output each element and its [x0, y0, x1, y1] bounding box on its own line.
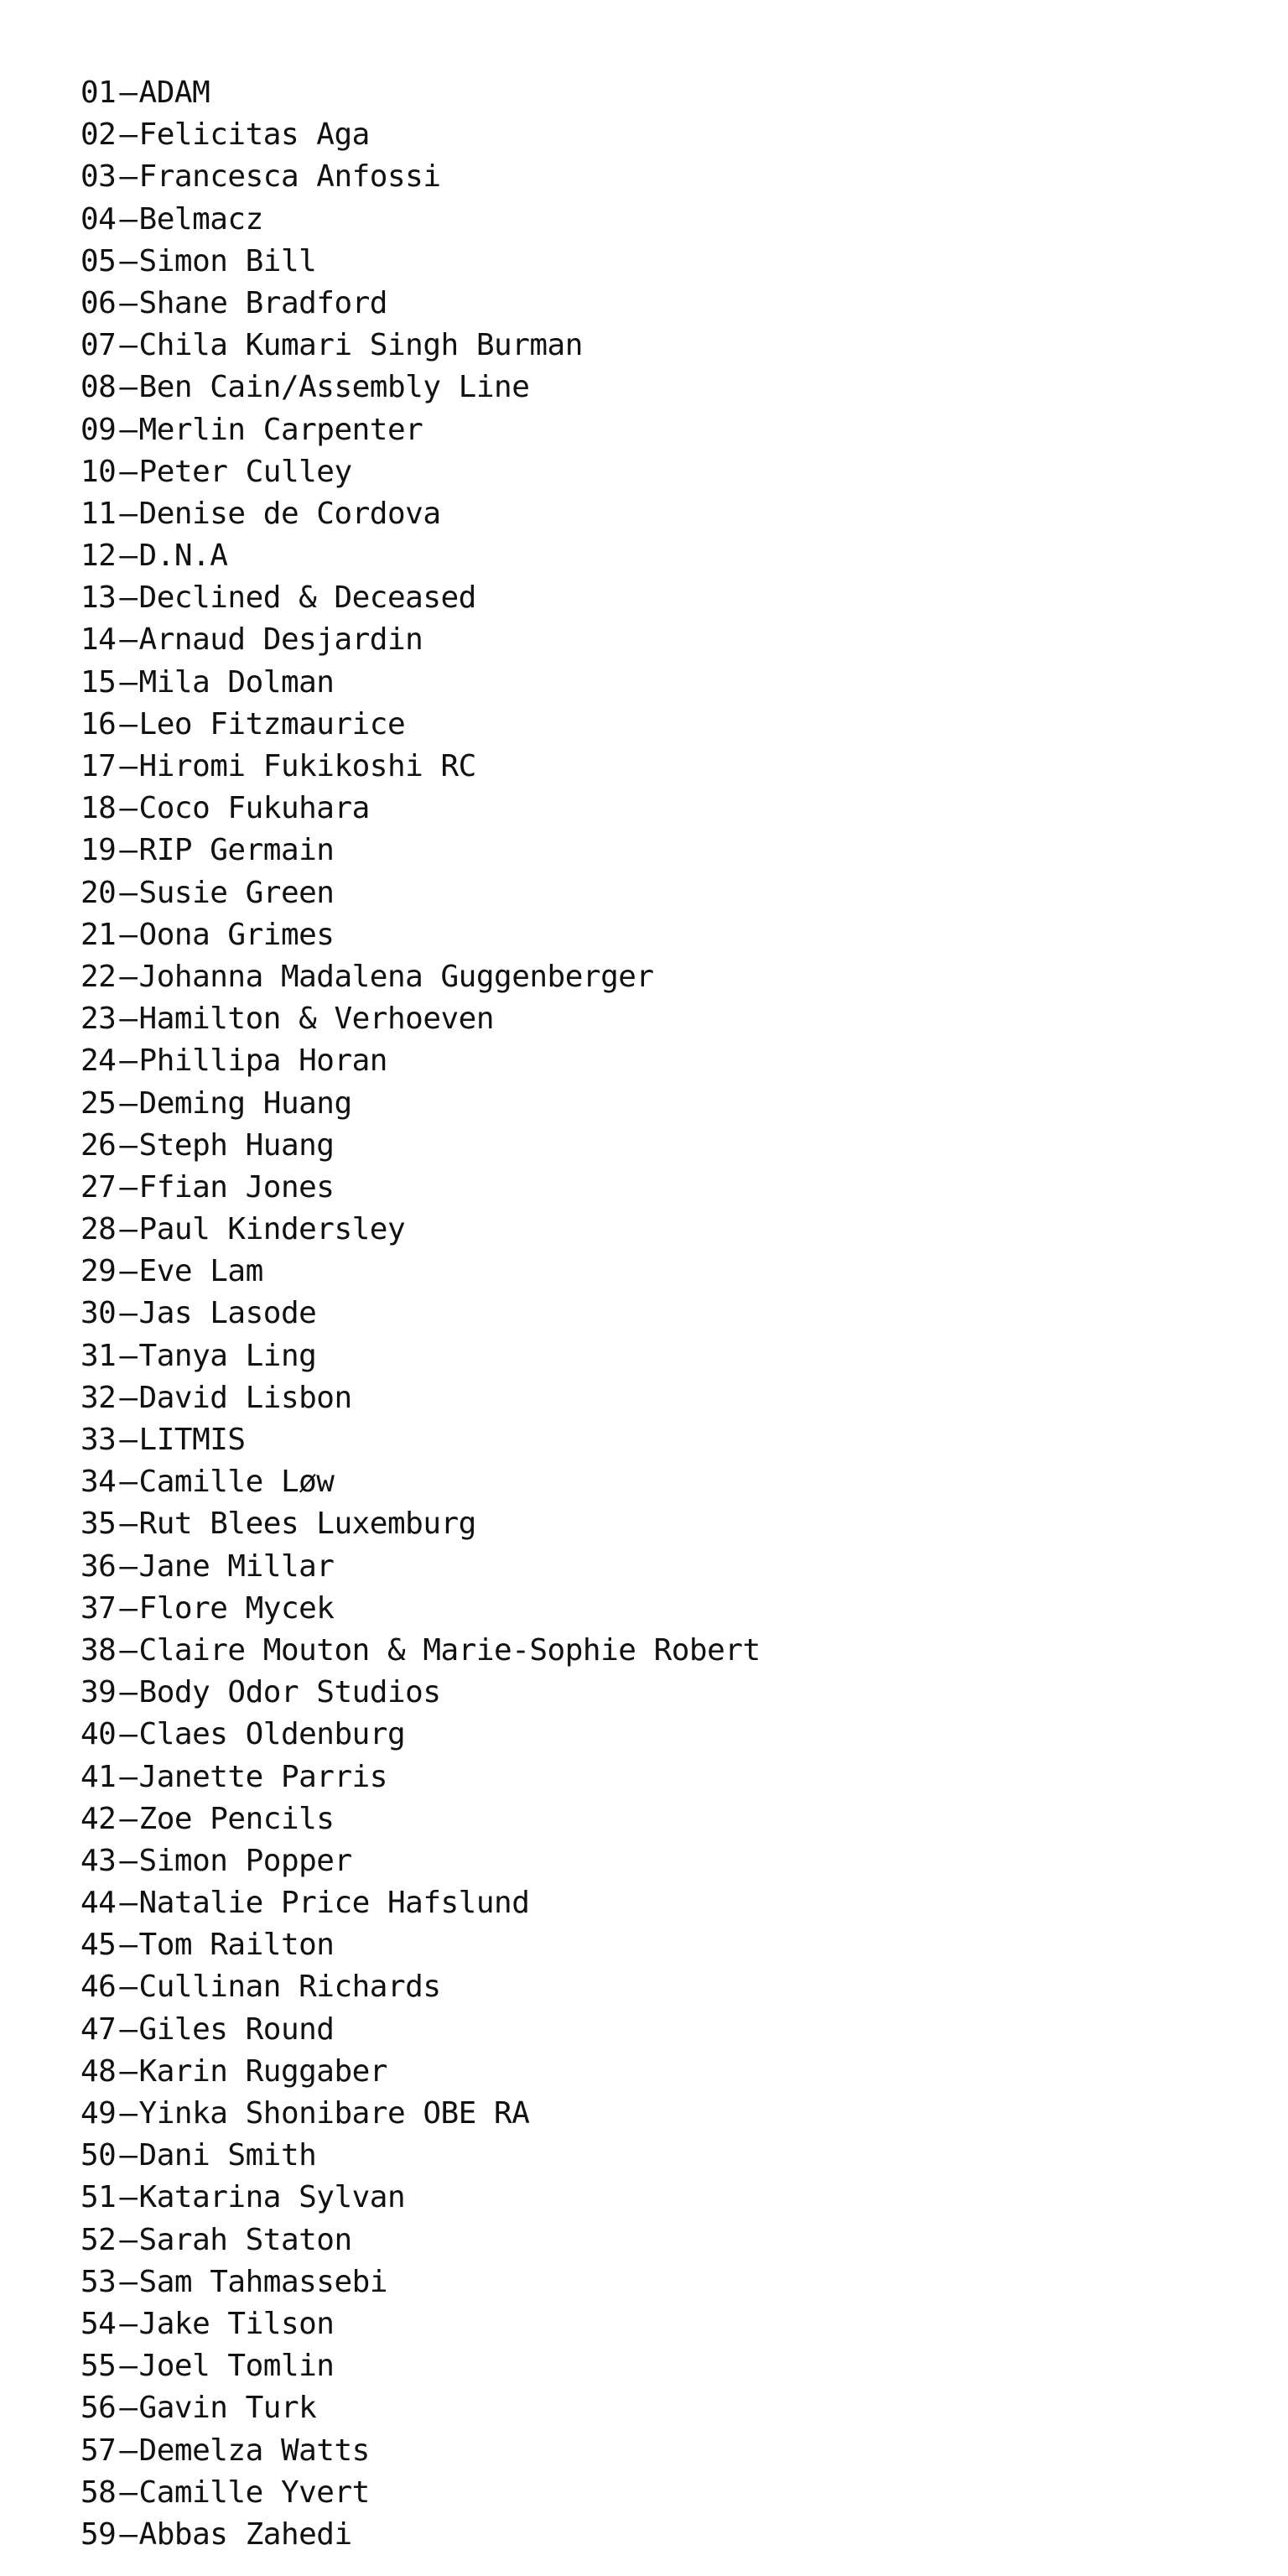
em-dash-separator: — [119, 2138, 138, 2173]
artist-name: Rut Blees Luxemburg [138, 1507, 476, 1542]
artist-number: 12 [80, 539, 117, 574]
artist-list-item [80, 1924, 761, 1966]
artist-list-item [80, 1588, 761, 1630]
artist-number: 56 [80, 2391, 117, 2426]
artist-name: Declined & Deceased [138, 580, 476, 616]
artist-list-item [80, 1840, 761, 1882]
artist-number: 11 [80, 496, 117, 531]
artist-list-item [80, 2220, 761, 2261]
artist-list-item [80, 1125, 761, 1167]
artist-name: Karin Ruggaber [138, 2053, 387, 2089]
artist-number: 58 [80, 2475, 117, 2510]
artist-number: 41 [80, 1759, 117, 1794]
artist-number: 34 [80, 1465, 117, 1500]
em-dash-separator: — [119, 959, 138, 994]
artist-name: Sarah Staton [138, 2222, 352, 2257]
artist-number: 53 [80, 2264, 117, 2299]
artist-name: Mila Dolman [138, 664, 335, 700]
artist-name: ADAM [138, 75, 210, 110]
artist-name: Leo Fitzmaurice [138, 706, 406, 742]
artist-number: 50 [80, 2138, 117, 2173]
em-dash-separator: — [119, 1632, 138, 1668]
artist-number: 23 [80, 1002, 117, 1037]
artist-number: 48 [80, 2053, 117, 2089]
artist-number: 37 [80, 1590, 117, 1626]
em-dash-separator: — [119, 2011, 138, 2047]
artist-list-item [80, 2009, 761, 2051]
em-dash-separator: — [119, 1423, 138, 1457]
artist-list-item [80, 2261, 761, 2303]
artist-list [80, 72, 761, 2556]
artist-list-item [80, 2514, 761, 2556]
artist-number: 05 [80, 243, 117, 278]
artist-name: Claes Oldenburg [138, 1717, 406, 1752]
artist-number: 47 [80, 2011, 117, 2047]
em-dash-separator: — [119, 580, 138, 616]
artist-number: 07 [80, 328, 117, 363]
artist-number: 21 [80, 917, 117, 952]
em-dash-separator: — [119, 917, 138, 952]
artist-number: 20 [80, 875, 117, 910]
artist-number: 16 [80, 706, 117, 742]
artist-name: Belmacz [138, 201, 263, 237]
artist-name: Abbas Zahedi [138, 2516, 352, 2552]
artist-list-item [80, 156, 761, 198]
artist-name: Francesca Anfossi [138, 159, 441, 195]
artist-name: Hamilton & Verhoeven [138, 1002, 495, 1037]
em-dash-separator: — [119, 2475, 138, 2510]
artist-number: 10 [80, 454, 117, 489]
artist-list-item [80, 114, 761, 156]
artist-list-item [80, 325, 761, 367]
artist-name: Joel Tomlin [138, 2349, 335, 2384]
artist-list-item [80, 1546, 761, 1588]
em-dash-separator: — [119, 1127, 138, 1163]
em-dash-separator: — [119, 1928, 138, 1963]
artist-list-item [80, 72, 761, 114]
em-dash-separator: — [119, 2096, 138, 2131]
artist-list-item [80, 577, 761, 619]
artist-list-item [80, 1335, 761, 1377]
em-dash-separator: — [119, 1380, 138, 1415]
artist-number: 46 [80, 1970, 117, 2005]
artist-name: Katarina Sylvan [138, 2180, 406, 2215]
artist-name: Jake Tilson [138, 2306, 335, 2341]
artist-name: Jane Millar [138, 1548, 335, 1584]
artist-name: LITMIS [138, 1423, 246, 1457]
artist-list-item [80, 493, 761, 535]
artist-list-item [80, 1461, 761, 1503]
artist-number: 22 [80, 959, 117, 994]
artist-list-item [80, 1966, 761, 2008]
em-dash-separator: — [119, 875, 138, 910]
artist-list-item [80, 830, 761, 872]
em-dash-separator: — [119, 1717, 138, 1752]
artist-list-item [80, 2093, 761, 2135]
artist-number: 36 [80, 1548, 117, 1584]
artist-list-item [80, 2177, 761, 2219]
em-dash-separator: — [119, 1085, 138, 1121]
em-dash-separator: — [119, 1548, 138, 1584]
em-dash-separator: — [119, 2349, 138, 2384]
artist-name: Jas Lasode [138, 1296, 317, 1331]
artist-list-item [80, 2472, 761, 2514]
artist-number: 51 [80, 2180, 117, 2215]
artist-name: Janette Parris [138, 1759, 387, 1794]
artist-list-item [80, 662, 761, 704]
artist-number: 52 [80, 2222, 117, 2257]
artist-name: Hiromi Fukikoshi RC [138, 749, 476, 783]
artist-number: 59 [80, 2516, 117, 2552]
artist-number: 26 [80, 1127, 117, 1163]
artist-name: Body Odor Studios [138, 1675, 441, 1710]
artist-number: 17 [80, 749, 117, 783]
em-dash-separator: — [119, 2222, 138, 2257]
em-dash-separator: — [119, 1338, 138, 1373]
artist-list-item [80, 1251, 761, 1293]
artist-list-item [80, 367, 761, 409]
artist-name: Simon Bill [138, 243, 317, 278]
em-dash-separator: — [119, 243, 138, 278]
em-dash-separator: — [119, 622, 138, 658]
artist-number: 06 [80, 285, 117, 320]
artist-name: Peter Culley [138, 454, 352, 489]
em-dash-separator: — [119, 664, 138, 700]
artist-list-item [80, 2387, 761, 2429]
em-dash-separator: — [119, 2433, 138, 2468]
em-dash-separator: — [119, 454, 138, 489]
artist-name: Ffian Jones [138, 1169, 335, 1205]
artist-list-item [80, 619, 761, 661]
artist-list-item [80, 1040, 761, 1082]
em-dash-separator: — [119, 539, 138, 574]
em-dash-separator: — [119, 749, 138, 783]
artist-number: 38 [80, 1632, 117, 1668]
em-dash-separator: — [119, 1801, 138, 1836]
artist-number: 25 [80, 1085, 117, 1121]
artist-number: 45 [80, 1928, 117, 1963]
em-dash-separator: — [119, 1254, 138, 1289]
artist-list-item [80, 1882, 761, 1924]
artist-number: 24 [80, 1043, 117, 1079]
artist-number: 32 [80, 1380, 117, 1415]
artist-list-item [80, 746, 761, 788]
artist-list-item [80, 1630, 761, 1672]
artist-name: Phillipa Horan [138, 1043, 387, 1079]
artist-name: Denise de Cordova [138, 496, 441, 531]
artist-number: 13 [80, 580, 117, 616]
em-dash-separator: — [119, 2391, 138, 2426]
em-dash-separator: — [119, 706, 138, 742]
artist-name: D.N.A [138, 539, 228, 574]
artist-number: 30 [80, 1296, 117, 1331]
em-dash-separator: — [119, 2516, 138, 2552]
artist-list-item [80, 199, 761, 241]
artist-list-item [80, 535, 761, 577]
artist-number: 27 [80, 1169, 117, 1205]
em-dash-separator: — [119, 496, 138, 531]
em-dash-separator: — [119, 370, 138, 405]
artist-list-item [80, 241, 761, 283]
artist-name: Zoe Pencils [138, 1801, 335, 1836]
artist-name: Arnaud Desjardin [138, 622, 423, 658]
em-dash-separator: — [119, 1296, 138, 1331]
artist-name: Dani Smith [138, 2138, 317, 2173]
artist-name: Demelza Watts [138, 2433, 370, 2468]
artist-name: RIP Germain [138, 833, 335, 868]
artist-number: 43 [80, 1843, 117, 1878]
artist-list-item [80, 1672, 761, 1714]
artist-list-item [80, 788, 761, 830]
artist-name: Ben Cain/Assembly Line [138, 370, 530, 405]
artist-list-item [80, 704, 761, 746]
artist-list-item [80, 1293, 761, 1335]
artist-list-item [80, 1419, 761, 1461]
artist-list-item [80, 1377, 761, 1419]
artist-name: Giles Round [138, 2011, 335, 2047]
artist-name: Tanya Ling [138, 1338, 317, 1373]
em-dash-separator: — [119, 159, 138, 195]
artist-name: Felicitas Aga [138, 117, 370, 153]
artist-list-item [80, 1798, 761, 1840]
em-dash-separator: — [119, 1759, 138, 1794]
artist-name: Yinka Shonibare OBE RA [138, 2096, 530, 2131]
artist-number: 04 [80, 201, 117, 237]
artist-list-item [80, 1714, 761, 1756]
artist-number: 08 [80, 370, 117, 405]
artist-number: 42 [80, 1801, 117, 1836]
artist-name: Coco Fukuhara [138, 791, 370, 826]
em-dash-separator: — [119, 1212, 138, 1247]
artist-name: Sam Tahmassebi [138, 2264, 387, 2299]
artist-number: 29 [80, 1254, 117, 1289]
artist-list-item [80, 451, 761, 493]
artist-list-item [80, 2345, 761, 2387]
artist-name: Tom Railton [138, 1928, 335, 1963]
em-dash-separator: — [119, 1843, 138, 1878]
artist-list-item [80, 1083, 761, 1125]
artist-name: Oona Grimes [138, 917, 335, 952]
artist-name: Johanna Madalena Guggenberger [138, 959, 654, 994]
artist-list-item [80, 283, 761, 325]
em-dash-separator: — [119, 201, 138, 237]
em-dash-separator: — [119, 1043, 138, 1079]
em-dash-separator: — [119, 75, 138, 110]
artist-list-item [80, 1209, 761, 1251]
em-dash-separator: — [119, 1169, 138, 1205]
artist-name: Cullinan Richards [138, 1970, 441, 2005]
artist-number: 54 [80, 2306, 117, 2341]
artist-name: Camille Løw [138, 1465, 335, 1500]
artist-number: 18 [80, 791, 117, 826]
artist-number: 44 [80, 1886, 117, 1921]
artist-name: Deming Huang [138, 1085, 352, 1121]
artist-number: 14 [80, 622, 117, 658]
artist-list-item [80, 2135, 761, 2177]
artist-name: Simon Popper [138, 1843, 352, 1878]
em-dash-separator: — [119, 117, 138, 153]
em-dash-separator: — [119, 1675, 138, 1710]
artist-list-item [80, 2303, 761, 2345]
artist-name: Chila Kumari Singh Burman [138, 328, 583, 363]
artist-number: 15 [80, 664, 117, 700]
artist-list-item [80, 956, 761, 998]
artist-name: Steph Huang [138, 1127, 335, 1163]
artist-number: 03 [80, 159, 117, 195]
em-dash-separator: — [119, 1507, 138, 1542]
artist-list-item [80, 1756, 761, 1798]
artist-list-item [80, 409, 761, 451]
artist-name: Claire Mouton & Marie-Sophie Robert [138, 1632, 761, 1668]
artist-number: 49 [80, 2096, 117, 2131]
em-dash-separator: — [119, 2180, 138, 2215]
artist-number: 55 [80, 2349, 117, 2384]
artist-list-item [80, 1167, 761, 1209]
artist-number: 02 [80, 117, 117, 153]
artist-name: Susie Green [138, 875, 335, 910]
artist-list-item [80, 914, 761, 956]
artist-list-item [80, 998, 761, 1040]
em-dash-separator: — [119, 1886, 138, 1921]
artist-name: Merlin Carpenter [138, 412, 423, 447]
em-dash-separator: — [119, 1590, 138, 1626]
artist-number: 09 [80, 412, 117, 447]
artist-name: Shane Bradford [138, 285, 387, 320]
artist-name: David Lisbon [138, 1380, 352, 1415]
artist-list-item [80, 872, 761, 914]
em-dash-separator: — [119, 285, 138, 320]
artist-name: Gavin Turk [138, 2391, 317, 2426]
em-dash-separator: — [119, 1465, 138, 1500]
artist-name: Natalie Price Hafslund [138, 1886, 530, 1921]
artist-name: Camille Yvert [138, 2475, 370, 2510]
em-dash-separator: — [119, 2264, 138, 2299]
artist-list-item [80, 2430, 761, 2472]
em-dash-separator: — [119, 1970, 138, 2005]
artist-list-item [80, 1503, 761, 1545]
artist-name: Paul Kindersley [138, 1212, 406, 1247]
artist-number: 40 [80, 1717, 117, 1752]
em-dash-separator: — [119, 2053, 138, 2089]
em-dash-separator: — [119, 412, 138, 447]
em-dash-separator: — [119, 328, 138, 363]
artist-number: 39 [80, 1675, 117, 1710]
artist-number: 57 [80, 2433, 117, 2468]
artist-number: 01 [80, 75, 117, 110]
artist-number: 19 [80, 833, 117, 868]
artist-list-item [80, 2051, 761, 2093]
artist-name: Eve Lam [138, 1254, 263, 1289]
artist-number: 33 [80, 1423, 117, 1457]
em-dash-separator: — [119, 791, 138, 826]
em-dash-separator: — [119, 833, 138, 868]
artist-number: 35 [80, 1507, 117, 1542]
em-dash-separator: — [119, 2306, 138, 2341]
artist-name: Flore Mycek [138, 1590, 335, 1626]
artist-number: 31 [80, 1338, 117, 1373]
em-dash-separator: — [119, 1002, 138, 1037]
artist-number: 28 [80, 1212, 117, 1247]
